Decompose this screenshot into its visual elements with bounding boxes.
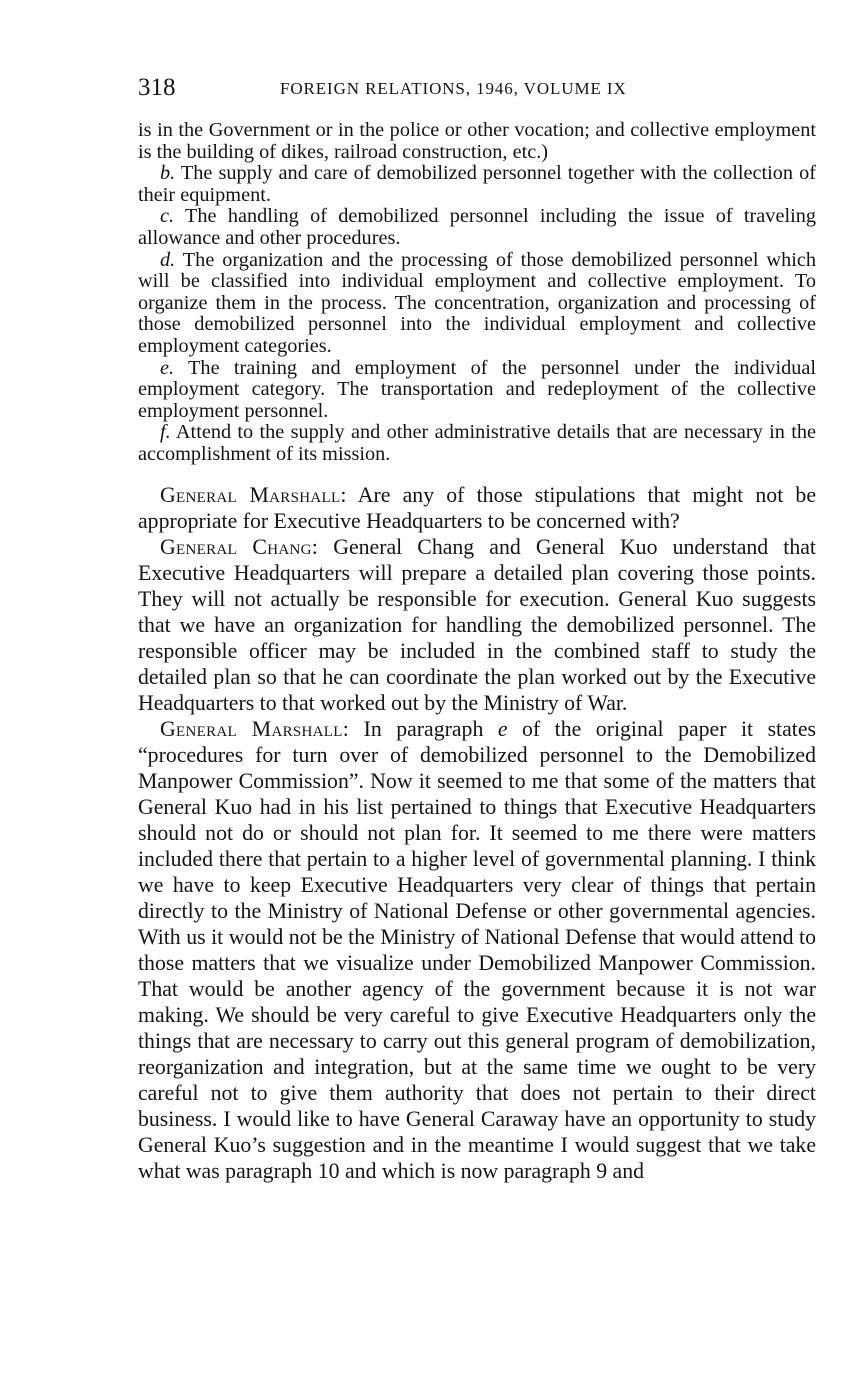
dialogue-text: of the original paper it states “procedures for turn over of demobilized personnel to the Demobilized Manpower Commission”. Now it seemed to me that some of the matters that General Kuo had in his list pertained to things that Executive Headquarters should not do or should not plan for. It seemed to me there were matters included there that pertain to a higher level of governmental planning. I think we have to keep Executive Headquarters very clear of things that pertain directly to the Ministry of National Defense or other governmental agencies. With us it would not be the Ministry of National Defense that would attend to those matters that we visualize under Demobilized Manpower Commission. That would be another agency of the government because it is not war making. We should be very careful to give Executive Headquarters only the things that are necessary to carry out this general program of demobilization, reorganization and integration, but at the same time we ought to be very careful not to give them authority that does not pertain to their direct business. I would like to have General Caraway have an opportunity to study General Kuo’s suggestion and in the meantime I would suggest that we take what was paragraph 10 and which is now paragraph 9 and <box>138 717 816 1183</box>
list-item-text: The handling of demobilized personnel including the issue of traveling allowance and other procedures. <box>138 205 816 249</box>
speaker-name: General Chang: <box>160 535 319 559</box>
paragraph-letter-ref: e <box>497 717 508 741</box>
list-item-letter: b. <box>160 162 176 185</box>
list-item-text: The training and employment of the personnel under the individual employment category. The transportation and redeployment of the collective employment personnel. <box>138 356 816 422</box>
dialogue-text: General Chang and General Kuo understand that Executive Headquarters will prepare a detailed plan covering those points. They will not actually be responsible for execution. General Kuo suggests that we have an organization for handling the demobilized personnel. The responsible officer may be included in the combined staff to study the detailed plan so that he can coordinate the plan worked out by the Executive Headquarters to that worked out by the Ministry of War. <box>138 535 816 715</box>
dialogue-paragraph <box>138 716 816 1184</box>
list-item-b <box>138 163 816 206</box>
list-item-letter: d. <box>160 248 176 271</box>
list-item-text: The supply and care of demobilized personnel together with the collection of their equipment. <box>138 162 816 206</box>
list-item-letter: f. <box>160 421 171 444</box>
list-item-e <box>138 358 816 423</box>
page-header <box>138 72 818 104</box>
list-item-c <box>138 206 816 249</box>
running-head: FOREIGN RELATIONS, 1946, VOLUME IX <box>280 79 627 98</box>
list-item-d <box>138 250 816 358</box>
list-item-text: Attend to the supply and other administrative details that are necessary in the accomplishment of its mission. <box>138 421 816 465</box>
list-item-letter: c. <box>160 205 175 228</box>
dialogue-text: In paragraph <box>349 717 498 741</box>
speaker-name: General Marshall: <box>160 483 347 507</box>
list-continuation: is in the Government or in the police or other vocation; and collective employment is the building of dikes, railroad construction, etc.) <box>138 119 816 163</box>
list-item-letter: e. <box>160 356 175 379</box>
meeting-dialogue <box>138 482 816 1184</box>
demobilization-list <box>138 120 816 466</box>
dialogue-paragraph <box>138 534 816 716</box>
page-number: 318 <box>138 74 176 101</box>
dialogue-text: Are any of those stipulations that might not be appropriate for Executive Headquarters to be concerned with? <box>138 483 817 533</box>
list-item-f <box>138 422 816 465</box>
list-item-text: The organization and the processing of those demobilized personnel which will be classified into individual employment and collective employment. To organize them in the process. The concentration, organization and processing of those demobilized personnel into the individual employment and collective employment categories. <box>138 248 816 357</box>
dialogue-paragraph <box>138 482 816 534</box>
speaker-name: General Marshall: <box>160 717 350 741</box>
